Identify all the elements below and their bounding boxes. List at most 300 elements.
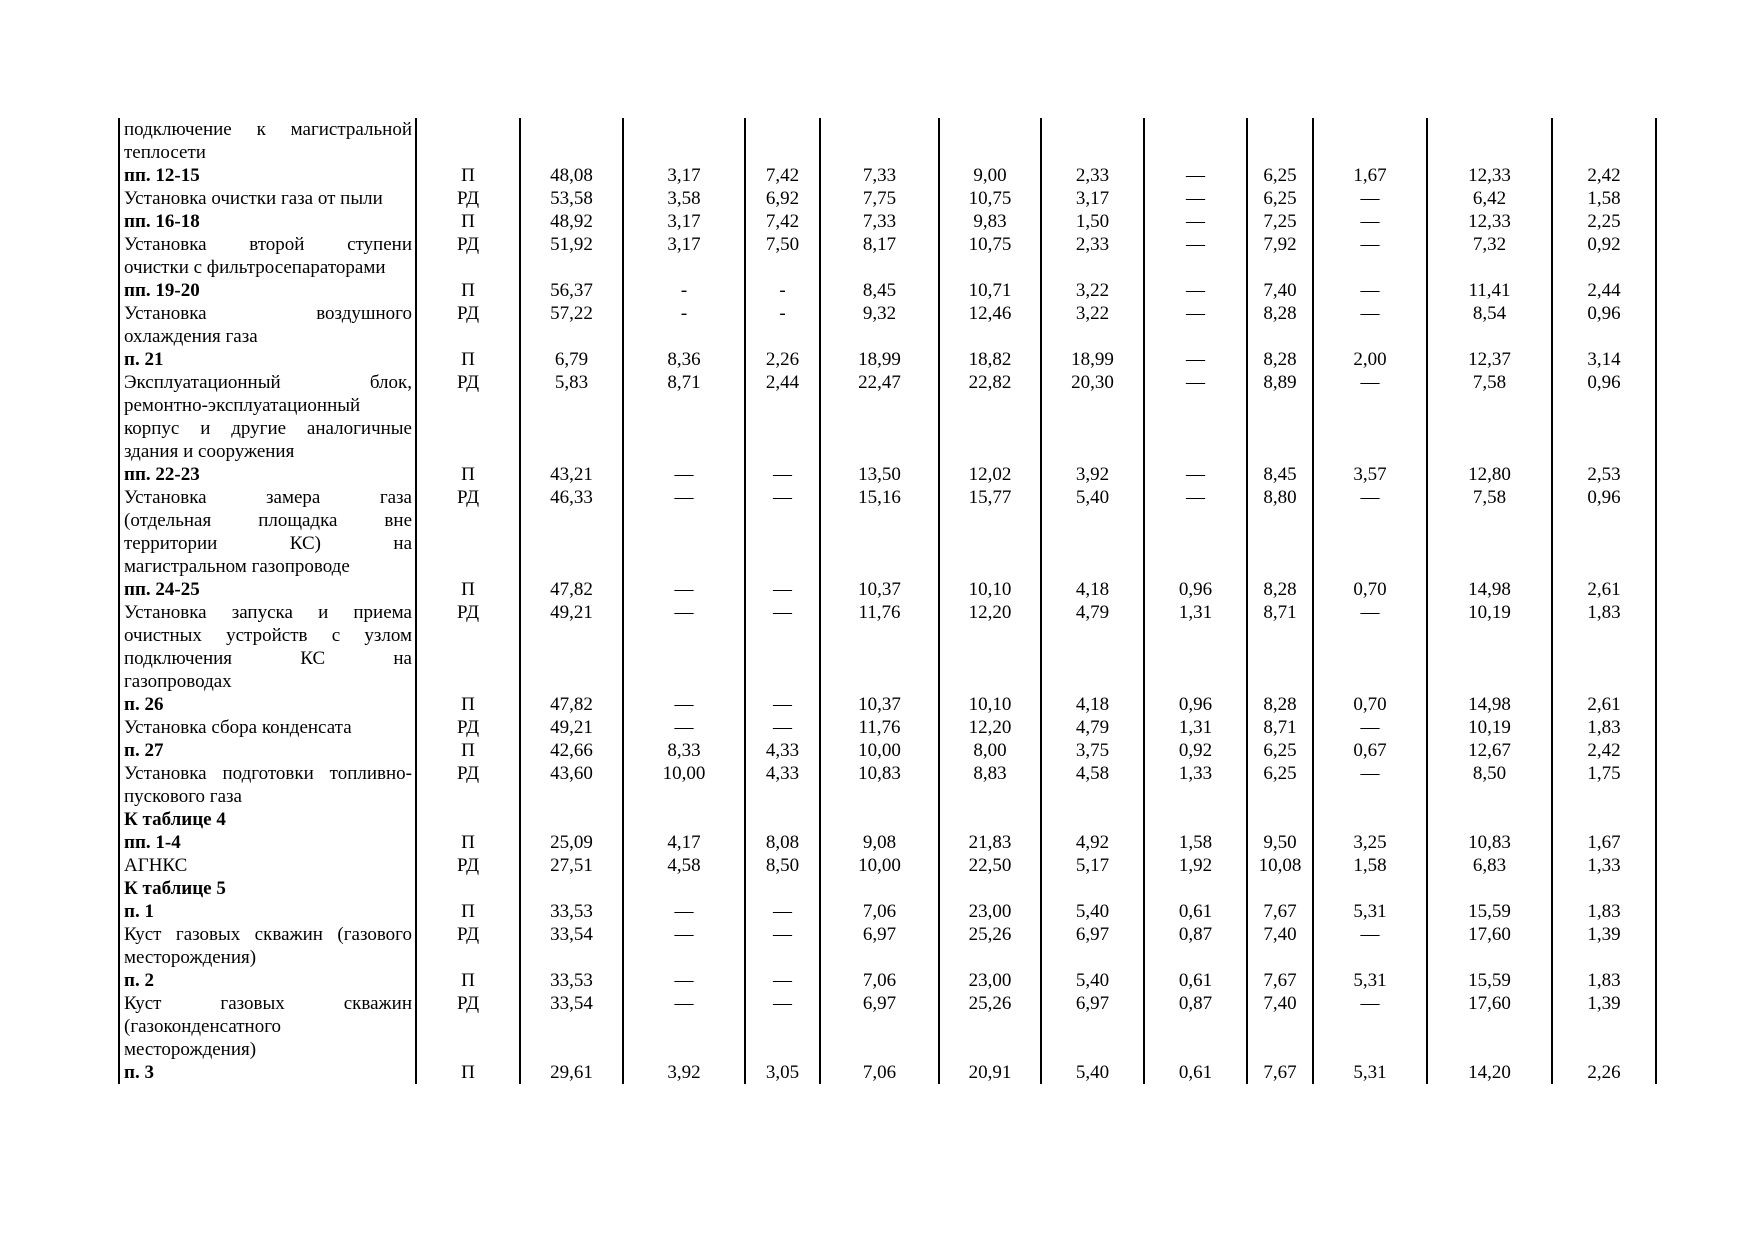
- value-cell: 1,67: [1313, 164, 1427, 187]
- value-cell: 8,89: [1247, 371, 1313, 463]
- value-cell: [1552, 118, 1656, 164]
- value-p: 8,00: [973, 740, 1007, 761]
- table-row: [119, 164, 1656, 187]
- row-label-cell: [119, 279, 416, 302]
- value-p: П: [461, 740, 475, 761]
- value-cell: 9,00: [939, 164, 1041, 187]
- value-p: 4,92: [1075, 832, 1110, 853]
- value-pair-cell: [416, 831, 520, 877]
- value-cell: —: [1144, 233, 1247, 279]
- value-cell: 1,50: [1041, 210, 1144, 233]
- value-pair-cell: [1041, 693, 1144, 739]
- value-cell: 8,28: [1247, 578, 1313, 601]
- value-p: 9,08: [862, 832, 897, 853]
- value-cell: 0,96: [1552, 371, 1656, 463]
- value-p: 23,00: [968, 901, 1012, 922]
- value-p: 7,06: [862, 901, 897, 922]
- value-cell: 0,96: [1552, 302, 1656, 348]
- value-cell: 0,61: [1144, 969, 1247, 992]
- table-row: [119, 233, 1656, 279]
- value-cell: —: [1313, 210, 1427, 233]
- object-name-line: территории КС) на: [124, 533, 412, 554]
- section-ref: пп. 22-23: [124, 464, 200, 485]
- value-cell: —: [1144, 486, 1247, 578]
- object-name-line: Куст газовых скважин (газового: [124, 924, 412, 945]
- type-cell: РД: [416, 992, 520, 1061]
- value-p: 1,67: [1587, 832, 1621, 853]
- value-p: 47,82: [550, 694, 593, 715]
- value-cell: 0,96: [1144, 578, 1247, 601]
- type-cell: РД: [416, 187, 520, 210]
- object-name-line: АГНКС: [124, 855, 188, 876]
- value-pair-cell: [1427, 831, 1552, 877]
- value-cell: 7,06: [820, 1061, 939, 1084]
- value-pair-cell: [939, 831, 1041, 877]
- section-ref: пп. 24-25: [124, 579, 200, 600]
- value-rd: 12,20: [968, 717, 1012, 738]
- value-cell: 3,17: [623, 210, 745, 233]
- value-pair-cell: [1313, 900, 1427, 969]
- value-pair-cell: [623, 831, 745, 877]
- section-ref: п. 1: [124, 901, 154, 922]
- value-cell: [1247, 118, 1313, 164]
- value-p: —: [674, 694, 694, 715]
- value-cell: 2,44: [1552, 279, 1656, 302]
- value-pair-cell: [623, 900, 745, 969]
- value-cell: 4,18: [1041, 578, 1144, 601]
- value-p: 4,18: [1075, 694, 1110, 715]
- type-cell: [416, 118, 520, 164]
- value-cell: 5,31: [1313, 969, 1427, 992]
- value-cell: 6,25: [1247, 187, 1313, 210]
- section-ref: К таблице 5: [124, 878, 226, 899]
- value-p: 12,67: [1468, 740, 1511, 761]
- value-p: П: [461, 832, 475, 853]
- value-cell: 2,42: [1552, 164, 1656, 187]
- value-p: П: [461, 694, 475, 715]
- type-cell: [416, 877, 520, 900]
- table-row: [119, 739, 1656, 808]
- value-cell: —: [623, 463, 745, 486]
- value-p: 2,42: [1587, 740, 1621, 761]
- value-cell: 7,42: [745, 164, 820, 187]
- value-cell: 20,30: [1041, 371, 1144, 463]
- value-cell: 7,06: [820, 969, 939, 992]
- table-row: [119, 1061, 1656, 1084]
- object-name-line: подключения КС на: [124, 648, 412, 669]
- type-cell: П: [416, 210, 520, 233]
- value-cell: 10,37: [820, 578, 939, 601]
- value-cell: [1041, 808, 1144, 831]
- table-row: [119, 808, 1656, 831]
- value-pair-cell: [745, 900, 820, 969]
- value-cell: 7,92: [1247, 233, 1313, 279]
- value-cell: 33,53: [520, 969, 623, 992]
- value-cell: 3,14: [1552, 348, 1656, 371]
- value-cell: [520, 877, 623, 900]
- section-ref: пп. 19-20: [124, 280, 200, 301]
- value-rd: РД: [456, 763, 480, 784]
- value-cell: [623, 808, 745, 831]
- object-name-line: охлаждения газа: [124, 326, 258, 347]
- value-cell: 5,40: [1041, 1061, 1144, 1084]
- value-cell: 8,54: [1427, 302, 1552, 348]
- value-cell: 1,31: [1144, 601, 1247, 693]
- value-cell: 23,00: [939, 969, 1041, 992]
- type-cell: РД: [416, 486, 520, 578]
- value-cell: [939, 808, 1041, 831]
- value-cell: 18,99: [820, 348, 939, 371]
- object-name-line: очистки с фильтросепараторами: [124, 257, 386, 278]
- value-rd: —: [674, 717, 694, 738]
- row-label-cell: [119, 969, 416, 992]
- value-rd: 4,58: [1075, 763, 1110, 784]
- value-cell: [745, 808, 820, 831]
- value-rd: 6,97: [1075, 924, 1110, 945]
- value-cell: 46,33: [520, 486, 623, 578]
- row-label-cell: [119, 302, 416, 348]
- value-pair-cell: [745, 693, 820, 739]
- value-pair-cell: [1041, 900, 1144, 969]
- value-p: 5,31: [1353, 901, 1387, 922]
- value-p: 0,67: [1353, 740, 1387, 761]
- value-pair-cell: [939, 900, 1041, 969]
- value-cell: —: [1144, 210, 1247, 233]
- value-rd: 8,71: [1263, 717, 1297, 738]
- value-cell: —: [745, 601, 820, 693]
- value-rd: —: [773, 717, 792, 738]
- row-label-cell: [119, 808, 416, 831]
- object-name-line: месторождения): [124, 947, 257, 968]
- value-rd: —: [773, 924, 792, 945]
- value-cell: —: [1313, 992, 1427, 1061]
- table-row: [119, 877, 1656, 900]
- value-cell: 49,21: [520, 601, 623, 693]
- value-rd: 11,76: [858, 717, 901, 738]
- value-cell: 18,99: [1041, 348, 1144, 371]
- value-cell: 17,60: [1427, 992, 1552, 1061]
- row-label-cell: [119, 371, 416, 463]
- value-cell: 6,42: [1427, 187, 1552, 210]
- value-p: 33,53: [550, 901, 593, 922]
- value-cell: 2,00: [1313, 348, 1427, 371]
- object-name-line: корпус и другие аналогичные: [124, 418, 412, 439]
- value-cell: —: [1313, 302, 1427, 348]
- value-cell: 48,08: [520, 164, 623, 187]
- value-cell: —: [1144, 463, 1247, 486]
- value-cell: —: [1144, 164, 1247, 187]
- value-cell: 7,40: [1247, 992, 1313, 1061]
- value-cell: 12,20: [939, 601, 1041, 693]
- value-rd: 43,60: [550, 763, 593, 784]
- value-cell: [520, 808, 623, 831]
- value-p: 4,33: [765, 740, 800, 761]
- table-row: [119, 371, 1656, 463]
- value-cell: 22,82: [939, 371, 1041, 463]
- value-cell: 7,32: [1427, 233, 1552, 279]
- value-cell: 18,82: [939, 348, 1041, 371]
- value-cell: 47,82: [520, 578, 623, 601]
- section-ref: пп. 1-4: [124, 832, 181, 853]
- value-cell: 53,58: [520, 187, 623, 210]
- value-rd: 1,75: [1587, 763, 1621, 784]
- value-cell: [1144, 877, 1247, 900]
- value-pair-cell: [416, 693, 520, 739]
- value-cell: [1427, 118, 1552, 164]
- row-label-cell: [119, 187, 416, 210]
- value-cell: 9,32: [820, 302, 939, 348]
- value-pair-cell: [1552, 693, 1656, 739]
- value-cell: 14,20: [1427, 1061, 1552, 1084]
- value-pair-cell: [1247, 831, 1313, 877]
- value-cell: 7,50: [745, 233, 820, 279]
- row-label-cell: [119, 348, 416, 371]
- value-cell: 6,79: [520, 348, 623, 371]
- value-pair-cell: [623, 693, 745, 739]
- value-cell: 5,31: [1313, 1061, 1427, 1084]
- value-rd: 10,08: [1258, 855, 1302, 876]
- value-cell: 1,83: [1552, 601, 1656, 693]
- type-cell: [416, 808, 520, 831]
- table-row: [119, 831, 1656, 877]
- value-cell: 0,87: [1144, 992, 1247, 1061]
- value-pair-cell: [1247, 739, 1313, 808]
- value-p: 8,33: [667, 740, 701, 761]
- value-cell: 20,91: [939, 1061, 1041, 1084]
- value-cell: 10,71: [939, 279, 1041, 302]
- value-cell: 57,22: [520, 302, 623, 348]
- row-label-cell: [119, 992, 416, 1061]
- row-label-cell: [119, 164, 416, 187]
- value-cell: [623, 118, 745, 164]
- value-rd: РД: [456, 924, 480, 945]
- value-cell: 29,61: [520, 1061, 623, 1084]
- value-pair-cell: [416, 900, 520, 969]
- value-cell: —: [1144, 302, 1247, 348]
- value-cell: 7,40: [1247, 279, 1313, 302]
- value-cell: 2,61: [1552, 578, 1656, 601]
- value-cell: 12,80: [1427, 463, 1552, 486]
- table-row: [119, 992, 1656, 1061]
- object-name-line: Установка очистки газа от пыли: [124, 188, 383, 209]
- value-p: 0,70: [1353, 694, 1387, 715]
- object-name-line: Установка подготовки топливно-: [124, 763, 412, 784]
- object-name-line: Установка замера газа: [124, 487, 412, 508]
- value-pair-cell: [820, 900, 939, 969]
- value-cell: 0,61: [1144, 1061, 1247, 1084]
- value-cell: [1552, 877, 1656, 900]
- value-cell: 2,53: [1552, 463, 1656, 486]
- value-cell: 0,70: [1313, 578, 1427, 601]
- value-cell: 8,17: [820, 233, 939, 279]
- value-cell: 11,76: [820, 601, 939, 693]
- value-p: 6,25: [1263, 740, 1297, 761]
- type-cell: П: [416, 1061, 520, 1084]
- value-rd: 49,21: [550, 717, 593, 738]
- type-cell: П: [416, 969, 520, 992]
- value-cell: 3,17: [623, 233, 745, 279]
- value-cell: 51,92: [520, 233, 623, 279]
- value-pair-cell: [1247, 693, 1313, 739]
- value-pair-cell: [745, 739, 820, 808]
- value-rd: —: [674, 924, 694, 945]
- value-cell: 6,97: [1041, 992, 1144, 1061]
- value-pair-cell: [939, 739, 1041, 808]
- value-cell: 7,33: [820, 164, 939, 187]
- value-cell: 8,28: [1247, 302, 1313, 348]
- value-cell: [623, 877, 745, 900]
- value-cell: 3,22: [1041, 302, 1144, 348]
- value-pair-cell: [520, 739, 623, 808]
- object-name-line: (отдельная площадка вне: [124, 510, 412, 531]
- value-p: 0,96: [1178, 694, 1213, 715]
- value-p: 7,67: [1263, 901, 1297, 922]
- value-rd: 8,50: [765, 855, 800, 876]
- value-cell: 15,59: [1427, 969, 1552, 992]
- value-cell: [820, 118, 939, 164]
- section-ref: п. 21: [124, 349, 164, 370]
- table-row: [119, 210, 1656, 233]
- section-ref: К таблице 4: [124, 809, 226, 830]
- value-cell: [520, 118, 623, 164]
- type-cell: П: [416, 279, 520, 302]
- table-row: [119, 348, 1656, 371]
- object-name-line: пускового газа: [124, 786, 242, 807]
- value-rd: 7,40: [1263, 924, 1297, 945]
- value-pair-cell: [1247, 900, 1313, 969]
- value-cell: 1,83: [1552, 969, 1656, 992]
- value-cell: 0,96: [1552, 486, 1656, 578]
- value-rd: 22,50: [968, 855, 1012, 876]
- value-pair-cell: [1313, 831, 1427, 877]
- object-name-line: Установка сбора конденсата: [124, 717, 352, 738]
- value-cell: 3,92: [623, 1061, 745, 1084]
- type-cell: П: [416, 164, 520, 187]
- value-cell: [1427, 877, 1552, 900]
- value-cell: 7,58: [1427, 371, 1552, 463]
- value-cell: [1552, 808, 1656, 831]
- type-cell: П: [416, 578, 520, 601]
- value-pair-cell: [416, 739, 520, 808]
- value-cell: 5,40: [1041, 486, 1144, 578]
- type-cell: П: [416, 463, 520, 486]
- value-cell: 3,22: [1041, 279, 1144, 302]
- table-row: [119, 900, 1656, 969]
- value-cell: —: [745, 992, 820, 1061]
- value-pair-cell: [1427, 900, 1552, 969]
- value-rd: 4,79: [1075, 717, 1110, 738]
- value-cell: [1144, 118, 1247, 164]
- value-cell: —: [623, 969, 745, 992]
- value-cell: 15,77: [939, 486, 1041, 578]
- table-row: [119, 486, 1656, 578]
- value-cell: 1,58: [1552, 187, 1656, 210]
- value-cell: 2,26: [1552, 1061, 1656, 1084]
- object-name-line: месторождения): [124, 1039, 257, 1060]
- row-label-cell: [119, 486, 416, 578]
- value-cell: 13,50: [820, 463, 939, 486]
- object-name-line: Установка воздушного: [124, 303, 412, 324]
- value-pair-cell: [1313, 693, 1427, 739]
- value-p: —: [674, 901, 694, 922]
- value-p: 42,66: [550, 740, 593, 761]
- table-row: [119, 279, 1656, 302]
- object-name-line: ремонтно-эксплуатационный: [124, 395, 361, 416]
- row-label-cell: [119, 118, 416, 164]
- value-pair-cell: [820, 693, 939, 739]
- value-p: 1,83: [1587, 901, 1621, 922]
- value-rd: 6,83: [1472, 855, 1507, 876]
- value-cell: 2,44: [745, 371, 820, 463]
- value-cell: —: [745, 578, 820, 601]
- value-cell: 33,54: [520, 992, 623, 1061]
- table-row: [119, 578, 1656, 601]
- value-cell: 4,79: [1041, 601, 1144, 693]
- value-rd: 10,00: [662, 763, 706, 784]
- value-cell: [939, 118, 1041, 164]
- value-pair-cell: [623, 739, 745, 808]
- value-pair-cell: [520, 693, 623, 739]
- value-p: 10,37: [858, 694, 901, 715]
- value-cell: 7,42: [745, 210, 820, 233]
- value-cell: —: [1313, 233, 1427, 279]
- value-rd: 8,50: [1472, 763, 1507, 784]
- object-name-line: подключение к магистральной: [124, 119, 412, 140]
- section-ref: п. 27: [124, 740, 164, 761]
- value-rd: 25,26: [968, 924, 1012, 945]
- value-cell: —: [1144, 348, 1247, 371]
- object-name-line: Куст газовых скважин: [124, 993, 412, 1014]
- value-p: 2,61: [1587, 694, 1621, 715]
- value-cell: 3,05: [745, 1061, 820, 1084]
- value-p: 10,00: [858, 740, 901, 761]
- value-cell: 8,45: [820, 279, 939, 302]
- object-name-line: Установка запуска и приема: [124, 602, 412, 623]
- value-cell: 8,28: [1247, 348, 1313, 371]
- value-cell: [745, 118, 820, 164]
- table-row: [119, 463, 1656, 486]
- value-rd: 17,60: [1468, 924, 1511, 945]
- value-p: 10,10: [968, 694, 1012, 715]
- value-cell: -: [623, 302, 745, 348]
- value-cell: 10,75: [939, 233, 1041, 279]
- table-body: [119, 118, 1656, 1084]
- value-rd: 5,17: [1075, 855, 1110, 876]
- value-rd: 1,31: [1178, 717, 1213, 738]
- value-pair-cell: [745, 831, 820, 877]
- value-cell: —: [745, 969, 820, 992]
- value-cell: 3,17: [623, 164, 745, 187]
- value-cell: —: [623, 486, 745, 578]
- value-rd: —: [1360, 717, 1380, 738]
- value-cell: 8,71: [1247, 601, 1313, 693]
- value-cell: —: [745, 463, 820, 486]
- object-name-line: очистных устройств с узлом: [124, 625, 412, 646]
- row-label-cell: [119, 693, 416, 739]
- value-cell: —: [623, 992, 745, 1061]
- value-rd: 33,54: [550, 924, 593, 945]
- value-cell: —: [1313, 279, 1427, 302]
- value-cell: 6,97: [820, 992, 939, 1061]
- value-cell: 43,21: [520, 463, 623, 486]
- value-cell: [1041, 877, 1144, 900]
- value-cell: —: [1144, 371, 1247, 463]
- type-cell: РД: [416, 371, 520, 463]
- document-page: [118, 118, 1657, 1084]
- value-cell: 15,16: [820, 486, 939, 578]
- value-cell: -: [745, 279, 820, 302]
- object-name-line: теплосети: [124, 142, 206, 163]
